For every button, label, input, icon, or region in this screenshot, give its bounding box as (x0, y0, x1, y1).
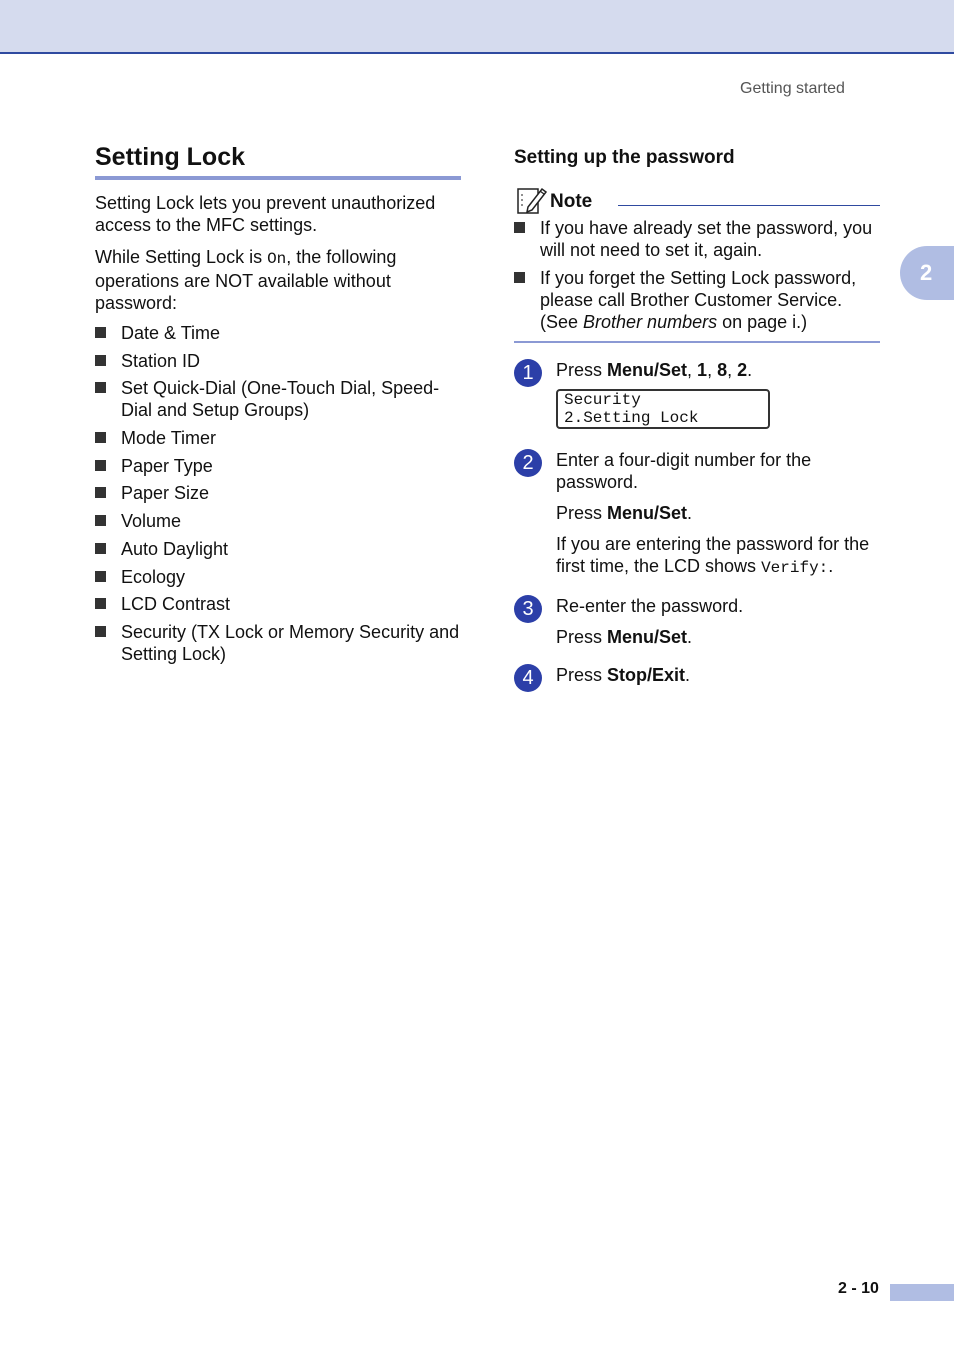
page-number: 2 - 10 (838, 1280, 879, 1297)
list-item: Set Quick-Dial (One-Touch Dial, Speed-Dial and Setup Groups) (95, 377, 461, 421)
locked-operations-list (95, 322, 461, 665)
step-press: Press Menu/Set. (556, 503, 693, 523)
running-title: Getting started (740, 80, 845, 97)
step-2 (514, 449, 880, 579)
step-3 (514, 595, 880, 648)
bullet-square-icon (514, 272, 525, 283)
bullet-square-icon (95, 626, 106, 637)
note-pencil-icon (516, 185, 548, 215)
step-number-icon: 1 (514, 359, 542, 387)
intro-paragraph: Setting Lock lets you prevent unauthorized access to the MFC settings. (95, 193, 436, 235)
step-extra: If you are entering the password for the first time, the LCD shows Verify:. (556, 534, 870, 577)
subsection-title: Setting up the password (514, 147, 735, 168)
bullet-square-icon (95, 515, 106, 526)
bullet-square-icon (95, 598, 106, 609)
bullet-square-icon (95, 487, 106, 498)
bullet-square-icon (95, 327, 106, 338)
list-item: Date & Time (95, 322, 461, 344)
lcd-line-1: Security (564, 391, 641, 409)
note-rule (618, 205, 880, 206)
list-item: Paper Type (95, 455, 461, 477)
step-1 (514, 359, 880, 429)
chapter-tab[interactable]: 2 (900, 246, 954, 300)
list-item: Paper Size (95, 482, 461, 504)
step-text: Press Menu/Set, 1, 8, 2. (556, 360, 753, 380)
list-item: Ecology (95, 566, 461, 588)
note-end-rule (514, 341, 880, 343)
step-number-icon: 3 (514, 595, 542, 623)
left-column (95, 143, 461, 671)
bullet-square-icon (95, 382, 106, 393)
bullet-square-icon (514, 222, 525, 233)
list-item: LCD Contrast (95, 593, 461, 615)
note-header (514, 185, 880, 217)
right-column (514, 143, 880, 689)
note-list (514, 217, 880, 333)
list-item: Auto Daylight (95, 538, 461, 560)
bullet-square-icon (95, 571, 106, 582)
step-4 (514, 664, 880, 689)
bullet-square-icon (95, 432, 106, 443)
list-item: Volume (95, 510, 461, 532)
list-item: Mode Timer (95, 427, 461, 449)
header-band (0, 0, 954, 54)
step-number-icon: 4 (514, 664, 542, 692)
step-text: Enter a four-digit number for the password. (556, 450, 812, 492)
bullet-square-icon (95, 543, 106, 554)
footer-bar (890, 1284, 954, 1301)
lcd-line-2: 2.Setting Lock (564, 409, 699, 427)
note-item: If you have already set the password, you will not need to set it, again. (514, 217, 880, 261)
step-number-icon: 2 (514, 449, 542, 477)
list-item: Security (TX Lock or Memory Security and Setting Lock) (95, 621, 461, 665)
list-item: Station ID (95, 350, 461, 372)
lock-paragraph: While Setting Lock is On, the following operations are NOT available without password: (95, 247, 397, 313)
note-label: Note (550, 191, 593, 212)
lcd-display (556, 389, 770, 429)
bullet-square-icon (95, 355, 106, 366)
step-press: Press Menu/Set. (556, 627, 693, 647)
step-text: Re-enter the password. (556, 596, 744, 616)
section-title: Setting Lock (95, 143, 461, 180)
step-press: Press Stop/Exit. (556, 665, 691, 685)
note-item: If you forget the Setting Lock password, please call Brother Customer Service. (See Brother numbers on page i.) (514, 267, 880, 333)
bullet-square-icon (95, 460, 106, 471)
